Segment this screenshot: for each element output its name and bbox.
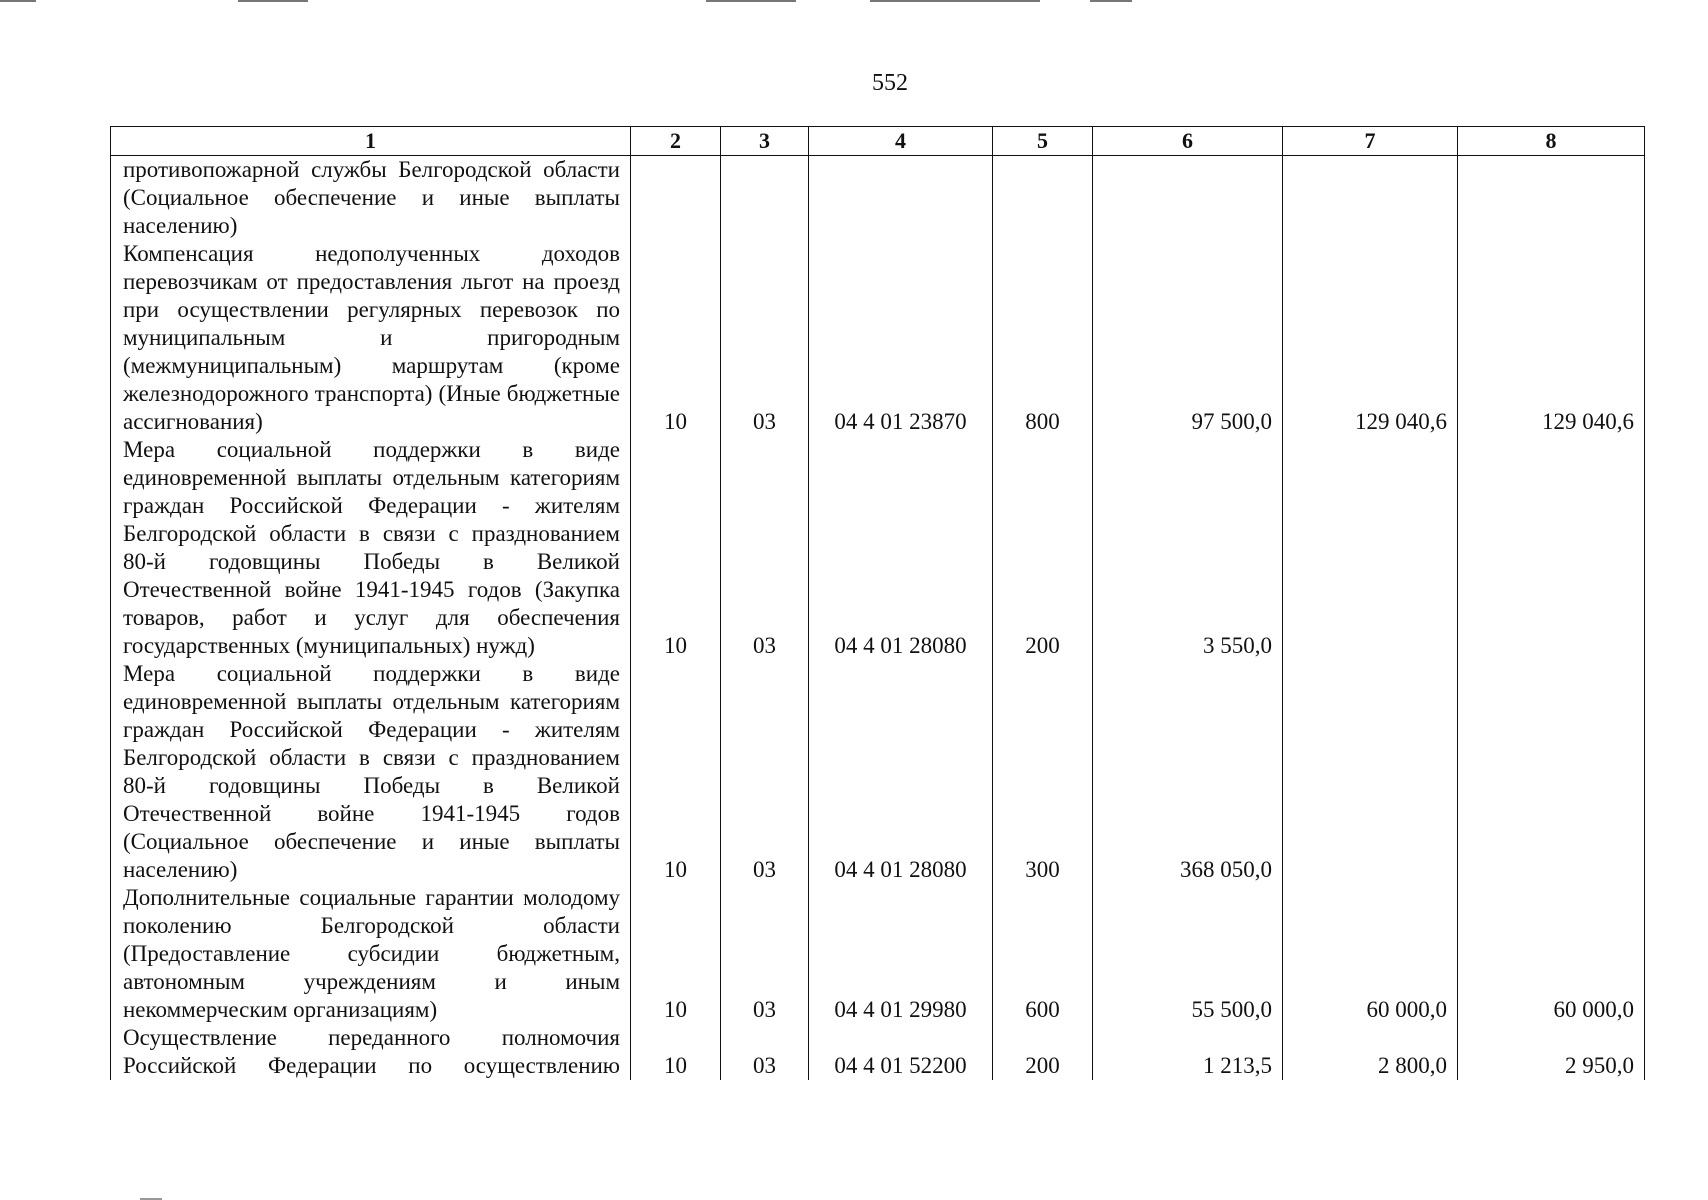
scan-artifact [0, 0, 36, 2]
cell-amount-8: 60 000,0 [1458, 884, 1645, 1024]
cell-section [631, 156, 721, 241]
cell-amount-7 [1283, 436, 1458, 660]
cell-amount-7: 2 800,0 [1283, 1024, 1458, 1080]
table-row [111, 884, 1645, 1024]
table-row [111, 1024, 1645, 1080]
cell-target-article: 04 4 01 28080 [809, 436, 993, 660]
cell-amount-6: 3 550,0 [1093, 436, 1283, 660]
table-row [111, 240, 1645, 436]
row-description: Мера социальной поддержки в виде единовременной выплаты отдельным категориям граждан Российской Федерации - жителям Белгородской области в связи с празднованием 80-й годовщины Победы в Великой Отечественной войне 1941-1945 годов (Социальное обеспечение и иные выплаты населению) [111, 660, 631, 884]
scan-artifact [1090, 0, 1132, 2]
cell-target-article: 04 4 01 52200 [809, 1024, 993, 1080]
column-header-2: 2 [631, 127, 721, 156]
column-header-4: 4 [809, 127, 993, 156]
cell-expense-type: 200 [993, 436, 1093, 660]
row-description: Компенсация недополученных доходов перевозчикам от предоставления льгот на проезд при осуществлении регулярных перевозок по муниципальным и пригородным (межмуниципальным) маршрутам (кроме железнодорожного транспорта) (Иные бюджетные ассигнования) [111, 240, 631, 436]
cell-amount-6: 1 213,5 [1093, 1024, 1283, 1080]
cell-section: 10 [631, 660, 721, 884]
row-description: противопожарной службы Белгородской области (Социальное обеспечение и иные выплаты населению) [111, 156, 631, 241]
table-row [111, 436, 1645, 660]
cell-amount-8 [1458, 436, 1645, 660]
cell-subsection: 03 [721, 240, 809, 436]
scan-artifact [870, 0, 1040, 2]
column-header-8: 8 [1458, 127, 1645, 156]
cell-target-article [809, 156, 993, 241]
table-header [111, 127, 1645, 156]
cell-subsection [721, 156, 809, 241]
row-description: Дополнительные социальные гарантии молодому поколению Белгородской области (Предоставление субсидии бюджетным, автономным учреждениям и иным некоммерческим организациям) [111, 884, 631, 1024]
column-header-1: 1 [111, 127, 631, 156]
cell-expense-type [993, 156, 1093, 241]
cell-section: 10 [631, 436, 721, 660]
column-header-3: 3 [721, 127, 809, 156]
cell-amount-6: 97 500,0 [1093, 240, 1283, 436]
table-row [111, 156, 1645, 241]
scan-artifact [706, 0, 796, 2]
cell-section: 10 [631, 240, 721, 436]
cell-subsection: 03 [721, 660, 809, 884]
cell-amount-6 [1093, 156, 1283, 241]
column-header-7: 7 [1283, 127, 1458, 156]
scan-artifact [238, 0, 308, 2]
cell-amount-8 [1458, 660, 1645, 884]
cell-target-article: 04 4 01 29980 [809, 884, 993, 1024]
cell-amount-8: 129 040,6 [1458, 240, 1645, 436]
row-description: Осуществление переданного полномочия Российской Федерации по осуществлению [111, 1024, 631, 1080]
cell-amount-7 [1283, 156, 1458, 241]
cell-section: 10 [631, 1024, 721, 1080]
page-number: 552 [872, 70, 908, 96]
budget-table [110, 126, 1645, 1080]
cell-amount-8: 2 950,0 [1458, 1024, 1645, 1080]
cell-expense-type: 300 [993, 660, 1093, 884]
cell-expense-type: 600 [993, 884, 1093, 1024]
column-header-6: 6 [1093, 127, 1283, 156]
cell-target-article: 04 4 01 28080 [809, 660, 993, 884]
cell-target-article: 04 4 01 23870 [809, 240, 993, 436]
cell-amount-7: 60 000,0 [1283, 884, 1458, 1024]
cell-amount-6: 368 050,0 [1093, 660, 1283, 884]
header-row [111, 127, 1645, 156]
cell-expense-type: 200 [993, 1024, 1093, 1080]
cell-subsection: 03 [721, 1024, 809, 1080]
cell-amount-6: 55 500,0 [1093, 884, 1283, 1024]
cell-amount-7 [1283, 660, 1458, 884]
cell-section: 10 [631, 884, 721, 1024]
column-header-5: 5 [993, 127, 1093, 156]
cell-amount-7: 129 040,6 [1283, 240, 1458, 436]
cell-expense-type: 800 [993, 240, 1093, 436]
cell-amount-8 [1458, 156, 1645, 241]
row-description: Мера социальной поддержки в виде единовременной выплаты отдельным категориям граждан Российской Федерации - жителям Белгородской области в связи с празднованием 80-й годовщины Победы в Великой Отечественной войне 1941-1945 годов (Закупка товаров, работ и услуг для обеспечения государственных (муниципальных) нужд) [111, 436, 631, 660]
cell-subsection: 03 [721, 884, 809, 1024]
cell-subsection: 03 [721, 436, 809, 660]
table-row [111, 660, 1645, 884]
